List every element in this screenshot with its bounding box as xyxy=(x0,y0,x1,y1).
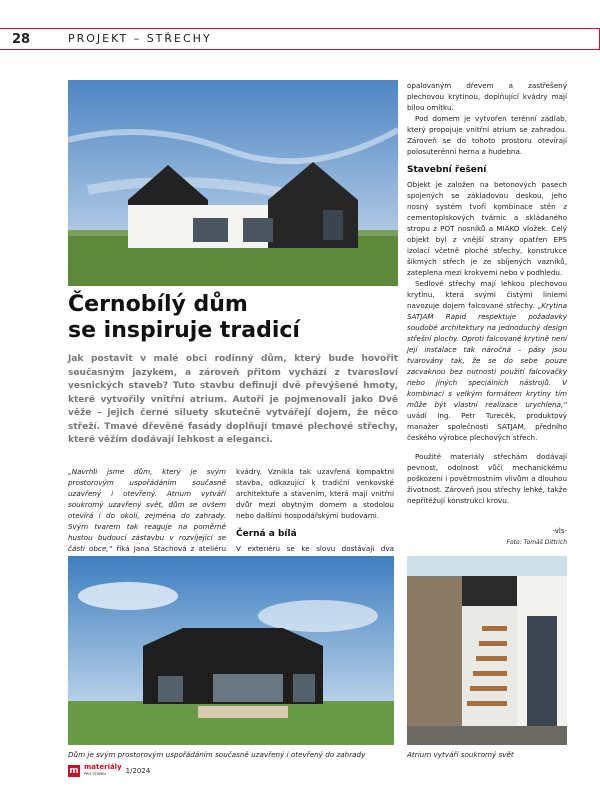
paragraph-4-attribution: uvádí Ing. Petr Turecěk, produktový manažer společnosti SATJAM, předního českého výrobce plechových střech. xyxy=(407,411,567,442)
atrium-photo xyxy=(407,556,567,745)
column-3-paragraph-5: Použité materiály střechám dodávají pevnost, odolnost vůči mechanickému poškození i povětrnostním vlivům a dlouhou životnost. Zároveň jsou střechy lehké, takže nepřitěžují konstrukci krovu. xyxy=(407,452,567,505)
column-3-paragraph-4 xyxy=(407,278,567,443)
column-1-paragraph-1 xyxy=(68,466,226,565)
subhead-stavebni-reseni: Stavební řešení xyxy=(407,165,487,175)
brand-subtitle: PRO STAVBU xyxy=(84,772,107,776)
headline-line-2: se inspiruje tradicí xyxy=(68,318,300,343)
author-initials: -vls- xyxy=(552,527,567,535)
headline-line-1: Černobílý dům xyxy=(68,292,248,317)
issue-number: 1/2024 xyxy=(125,767,151,775)
section-title: PROJEKT – STŘECHY xyxy=(68,32,212,45)
brand-name: materiály xyxy=(84,763,122,771)
column-3 xyxy=(407,80,567,506)
top-house-photo xyxy=(68,80,398,286)
column-3-paragraph-1: opalovaným dřevem a zastřešený plechovou krytinou, doplňující kvádry mají bílou omítku. xyxy=(407,81,567,112)
caption-bottom-left: Dům je svým prostorovým uspořádáním současně uzavřený i otevřený do zahrady xyxy=(68,750,366,759)
column-3-paragraph-2: Pod domem je vytvořen terénní zádlab, který propojuje vnitřní atrium se zahradou. Zároveň se do tohoto prostoru otevírají polosuterénní herna a hudebna. xyxy=(407,114,567,156)
subhead-cerna-a-bila: Černá a bílá xyxy=(236,529,297,539)
magazine-brand xyxy=(84,764,122,778)
page-header xyxy=(0,28,600,50)
article-headline xyxy=(68,292,398,344)
magazine-logo-icon: m xyxy=(69,766,79,776)
article-lead: Jak postavit v malé obci rodinný dům, který bude hovořit současným jazykem, a zároveň přitom vychází z tvarosloví vesnických staveb? Tuto stavbu definují dvě převýšené hmoty, které vytvořily vnitřní atrium. Autoři je pojmenovali jako Dvě věže – jejich černé siluety skutečně vytvářejí dojem, že něco střeží. Tmavé dřevěné fasády doplňují tmavé plechové střechy, které věžím dodávají lehkost a eleganci. xyxy=(68,354,398,445)
paragraph-4-intro: Sedlové střechy mají lehkou plechovou krytinu, která svými čistými liniemi navozuje dojem falcované střechy. xyxy=(407,279,567,310)
quote-attribution: říká Jana Stachová z ateliéru xyxy=(116,544,226,553)
column-3-paragraph-3: Objekt je založen na betonových pasech spojených se základovou deskou, jeho nosný systém tvoří kombinace stěn z cementoplskových tvárnic a skládaného stropu z POT nosníků a MIAKO vložek. Celý objekt byl z vnější strany opatřen EPS izolací včetně ploché střechy, konstrukce šikmých střech je ze sbíjených vazníků, zateplena mezi krokvemi nebo v podhledu. xyxy=(407,180,567,277)
quote-architect: „Navrhli jsme dům, který je svým prostorovým uspořádáním současně uzavřený i otevřený. Atrium vytváří soukromý uzavřený svět, dům se ovšem otevírá i do okolí, zejména do zahrady. Svým tvarem tak reaguje na poměrně hustou budoucí zástavbu v rozvíjející se části obce,“ xyxy=(68,467,226,553)
page-number: 28 xyxy=(12,32,31,47)
photo-credit: Foto: Tomáš Dittrich xyxy=(506,539,567,546)
page-footer xyxy=(68,764,150,778)
column-2-paragraph-2: V exteriéru se ke slovu dostávají dva xyxy=(236,544,394,553)
quote-satjam: „Krytina SATJAM Rapid respektuje požadavky soudobé architektury na jednoduchý design střešní plochy. Oproti falcované krytině není její instalace tak náročná – pásy jsou tvarovány tak, že se do sebe pouze zacvaknou bez nutnosti použití falcovačky nebo jiných speciálních nástrojů. V kombinaci s velkým formátem krytiny tím může být vlastní realizace urychlena,“ xyxy=(407,301,567,409)
caption-bottom-right: Atrium vytváří soukromý svět xyxy=(407,750,514,759)
column-2-paragraph-1: kvádry. Vznikla tak uzavřená kompaktní stavba, odkazující k tradiční venkovské architektuře a stavením, která mají vnitřní dvůr mezi obytným domem a stodolou nebo dalšími hospodářskými budovami. xyxy=(236,467,394,520)
bottom-house-photo xyxy=(68,556,394,745)
